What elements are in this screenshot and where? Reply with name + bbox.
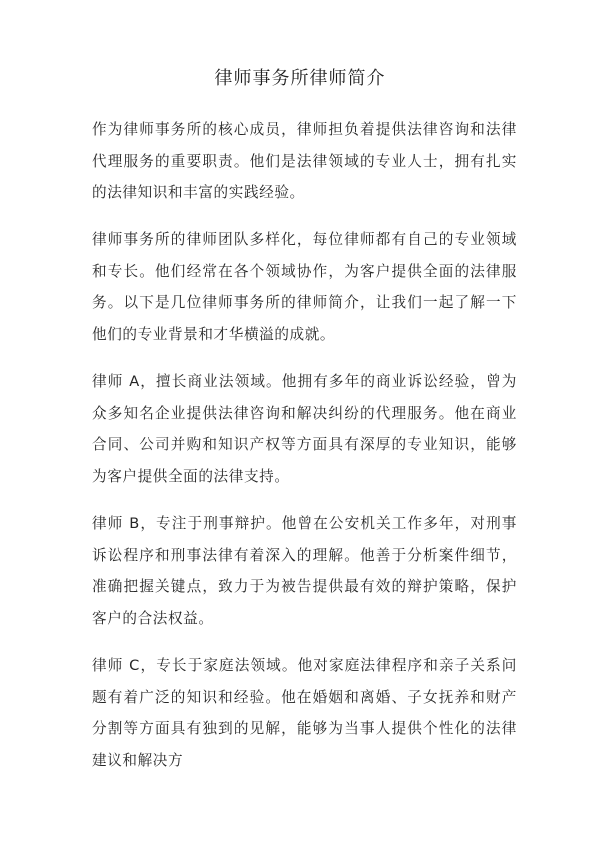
paragraph-lawyer-b: 律师 B，专注于刑事辩护。他曾在公安机关工作多年，对刑事诉讼程序和刑事法律有着深入的理解。他善于分析案件细节，准确把握关键点，致力于为被告提供最有效的辩护策略，保护客户的合法权益。	[92, 515, 517, 627]
page-title: 律师事务所律师简介	[214, 68, 386, 89]
paragraph-lawyer-a: 律师 A，擅长商业法领域。他拥有多年的商业诉讼经验，曾为众多知名企业提供法律咨询和解决纠纷的代理服务。他在商业合同、公司并购和知识产权等方面具有深厚的专业知识，能够为客户提供全面的法律支持。	[92, 373, 517, 485]
paragraph-team: 律师事务所的律师团队多样化，每位律师都有自己的专业领域和专长。他们经常在各个领域协作，为客户提供全面的法律服务。以下是几位律师事务所的律师简介，让我们一起了解一下他们的专业背景和才华横溢的成就。	[92, 231, 517, 343]
paragraph-intro: 作为律师事务所的核心成员，律师担负着提供法律咨询和法律代理服务的重要职责。他们是法律领域的专业人士，拥有扎实的法律知识和丰富的实践经验。	[92, 121, 517, 201]
paragraph-lawyer-c: 律师 C，专长于家庭法领域。他对家庭法律程序和亲子关系问题有着广泛的知识和经验。他在婚姻和离婚、子女抚养和财产分割等方面具有独到的见解，能够为当事人提供个性化的法律建议和解决方	[92, 657, 517, 769]
